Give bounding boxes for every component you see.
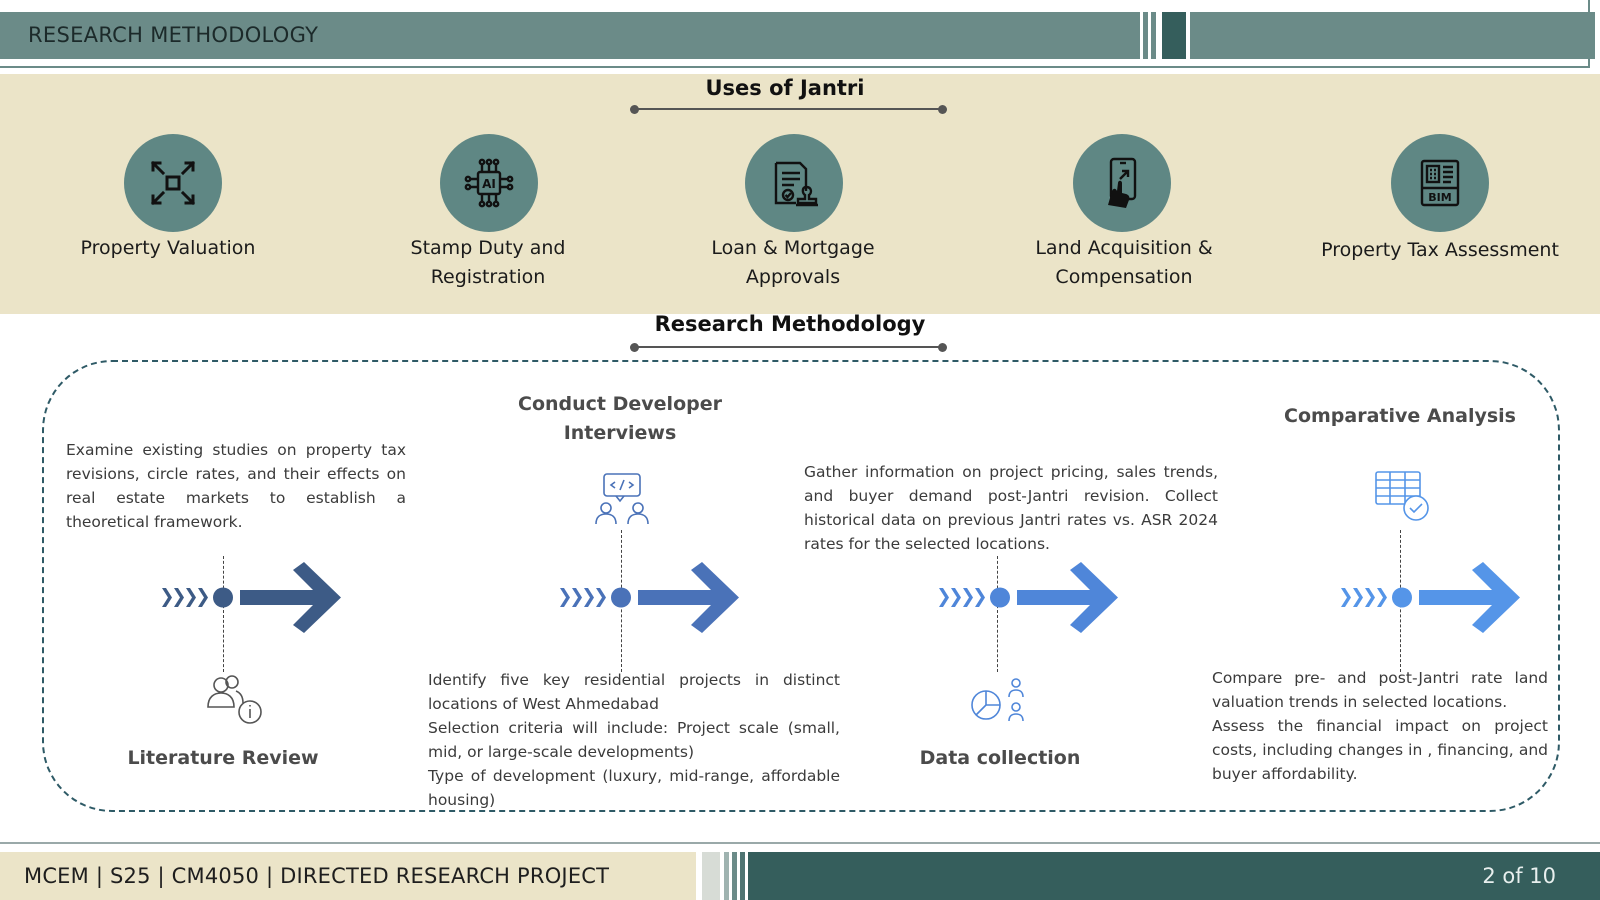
header-divider (0, 66, 1590, 68)
footer-course: MCEM | S25 | CM4050 | DIRECTED RESEARCH PROJECT (24, 864, 610, 888)
header-stripe (1143, 12, 1148, 59)
use-label-line: Approvals (745, 266, 841, 288)
step-text-paragraph: Gather information on project pricing, sales trends, and buyer demand post-Jantri revision. Collect historical data on previous Jantri rates vs. ASR 2024 rates for the selected locations. (804, 463, 1218, 553)
step-text-paragraph: Type of development (luxury, mid-range, affordable housing) (428, 767, 840, 809)
land-acquisition-circle (1073, 134, 1171, 232)
step-text-paragraph: Identify five key residential projects in distinct locations of West Ahmedabad (428, 671, 840, 713)
data-collection-arrow (937, 560, 1122, 635)
use-label-property-valuation (38, 234, 298, 263)
use-label-line: Stamp Duty and (410, 237, 566, 259)
loan-mortgage-circle (745, 134, 843, 232)
uses-title: Uses of Jantri (705, 76, 865, 100)
step-text-paragraph: Assess the financial impact on project costs, including changes in , financing, and buyer affordability. (1212, 717, 1548, 783)
svg-text:AI: AI (482, 177, 496, 191)
developer-interviews-text (428, 668, 840, 812)
use-label-stamp-duty (358, 234, 618, 292)
page-number: 2 of 10 (1482, 864, 1556, 888)
header-accent (1162, 12, 1186, 59)
use-label-line: Compensation (1055, 266, 1193, 288)
use-label-loan-mortgage (663, 234, 923, 292)
chat-code-users-icon (592, 472, 652, 528)
use-label-line: Registration (430, 266, 546, 288)
svg-text:BIM: BIM (1428, 191, 1452, 204)
use-label-land-acquisition (994, 234, 1254, 292)
footer-stripe (702, 852, 720, 900)
property-tax-circle (1391, 134, 1489, 232)
literature-review-heading: Literature Review (127, 747, 319, 769)
comparative-analysis-text (1212, 666, 1548, 786)
phone-touch-icon (1094, 155, 1150, 211)
comparative-analysis-arrow (1339, 560, 1524, 635)
step-heading-line: Interviews (563, 422, 677, 444)
step-heading-line: Conduct Developer (518, 393, 722, 415)
comparative-analysis-heading: Comparative Analysis (1284, 405, 1516, 427)
header-corner-line (1588, 0, 1590, 68)
footer-stripe (740, 852, 745, 900)
header-stripe (1151, 12, 1156, 59)
developer-interviews-arrow (558, 560, 743, 635)
title-dot-right (938, 105, 947, 114)
uses-title-underline (634, 108, 942, 110)
property-valuation-circle (124, 134, 222, 232)
step-text-paragraph: Examine existing studies on property tax revisions, circle rates, and their effects on real estate markets to establish a theoretical framework. (66, 441, 406, 531)
ai-chip-icon (461, 155, 517, 211)
footer-divider (0, 842, 1600, 844)
header-right-bar (1190, 12, 1595, 59)
use-label-line: Property Valuation (80, 237, 256, 259)
footer-stripe (724, 852, 729, 900)
user-info-icon (204, 673, 266, 725)
methodology-title: Research Methodology (654, 312, 926, 336)
document-stamp-icon (766, 155, 822, 211)
footer-stripe (732, 852, 737, 900)
developer-interviews-heading (490, 390, 750, 448)
pie-chart-users-icon (968, 675, 1028, 727)
data-collection-text (804, 460, 1218, 556)
step-text-paragraph: Selection criteria will include: Project scale (small, mid, or large-scale developments) (428, 719, 840, 761)
use-label-property-tax (1310, 236, 1570, 265)
data-collection-heading: Data collection (919, 747, 1081, 769)
table-check-icon (1374, 470, 1432, 524)
use-label-line: Property Tax Assessment (1321, 239, 1559, 261)
methodology-title-underline (634, 346, 942, 348)
use-label-line: Land Acquisition & (1035, 237, 1213, 259)
expand-arrows-icon (145, 155, 201, 211)
stamp-duty-circle (440, 134, 538, 232)
footer-right-bar (748, 852, 1600, 900)
step-text-paragraph: Compare pre- and post-Jantri rate land valuation trends in selected locations. (1212, 669, 1548, 711)
page-title: RESEARCH METHODOLOGY (28, 23, 319, 47)
bim-building-icon (1412, 155, 1468, 211)
title-dot-right (938, 343, 947, 352)
literature-review-text (66, 438, 406, 534)
use-label-line: Loan & Mortgage (711, 237, 875, 259)
literature-review-arrow (160, 560, 345, 635)
